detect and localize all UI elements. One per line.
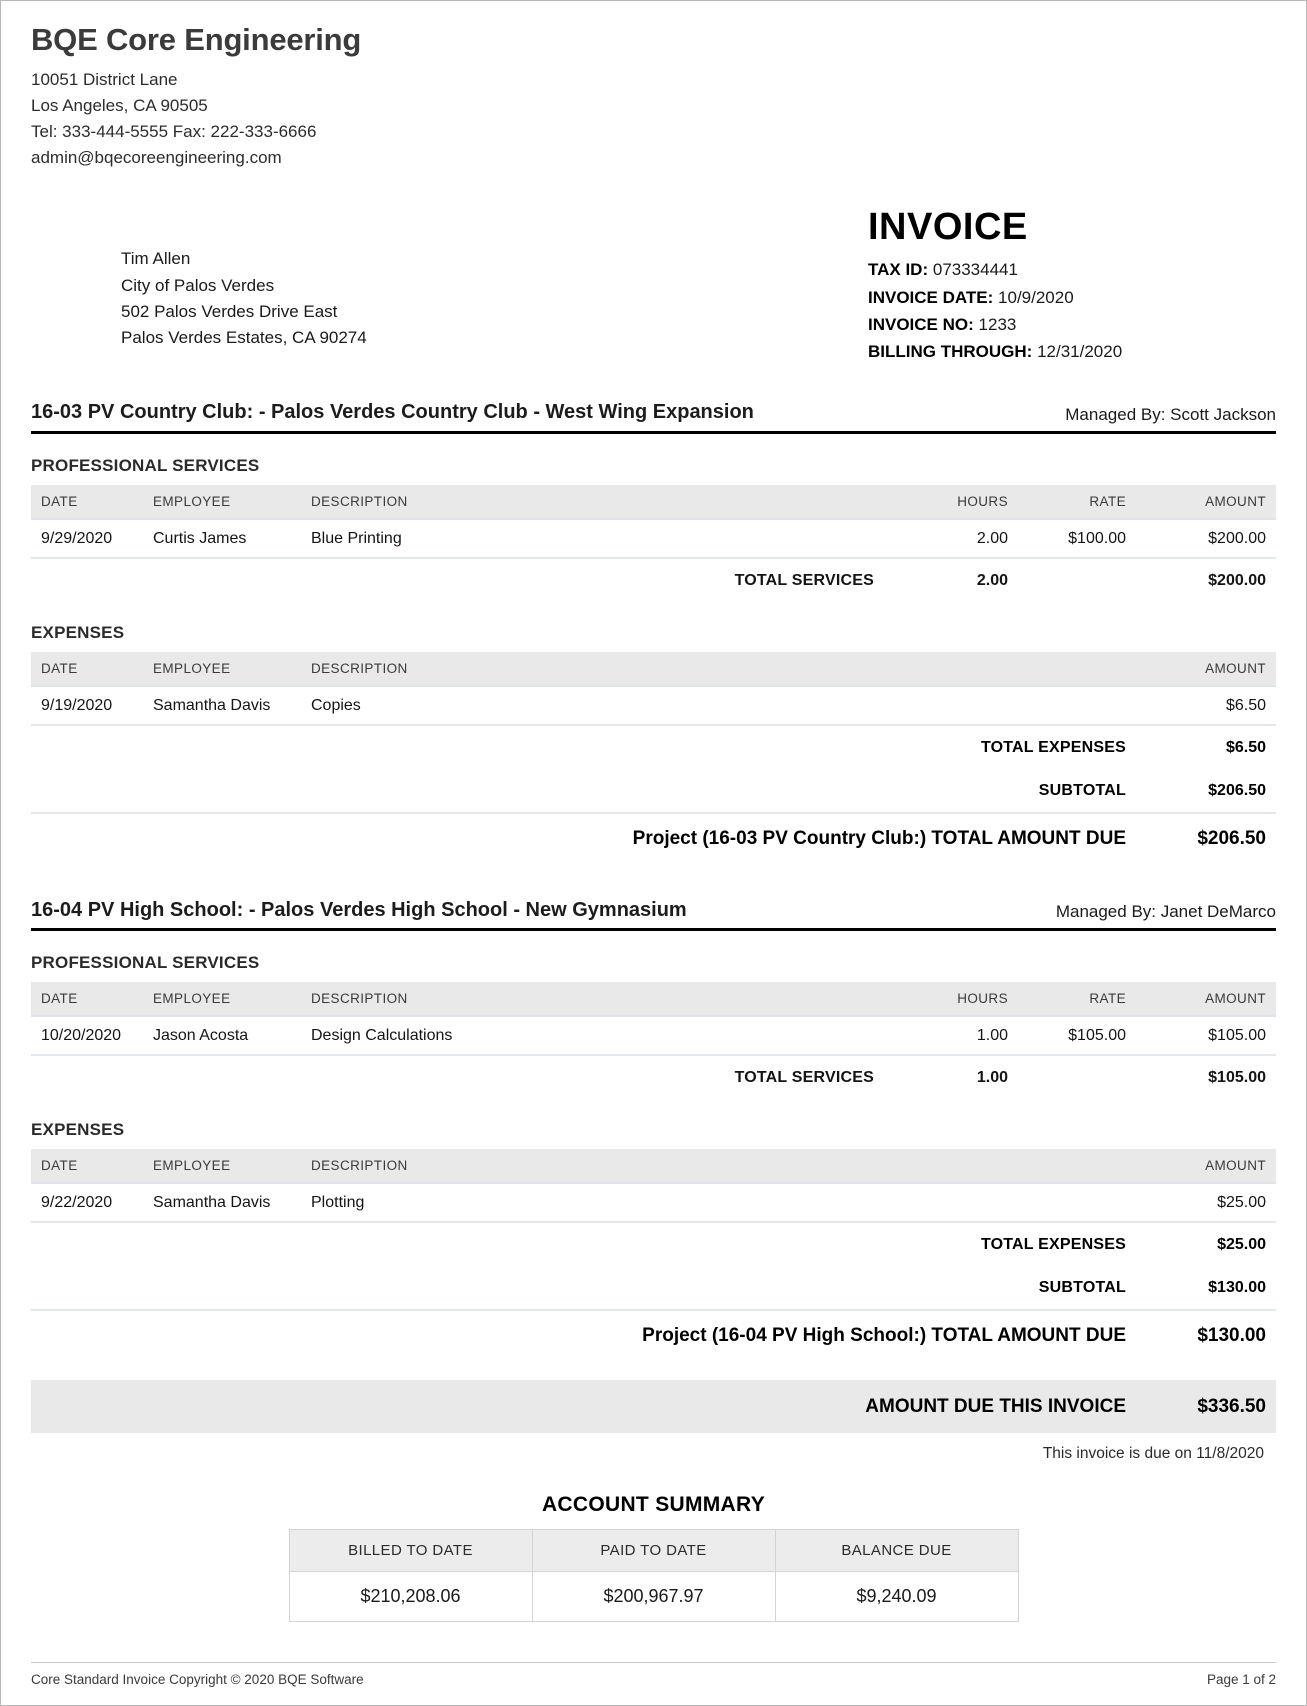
cell-employee: Samantha Davis bbox=[153, 1183, 311, 1222]
professional-services-label: PROFESSIONAL SERVICES bbox=[31, 455, 260, 475]
invoice-number-value: 1233 bbox=[978, 314, 1017, 334]
table-row bbox=[31, 1016, 1276, 1055]
expenses-table bbox=[31, 652, 1276, 726]
invoice-meta-section bbox=[31, 208, 1276, 365]
billing-through-value: 12/31/2020 bbox=[1037, 341, 1123, 361]
footer-copyright: Core Standard Invoice Copyright © 2020 BQE Software bbox=[31, 1672, 364, 1687]
column-header-amount: AMOUNT bbox=[1126, 982, 1276, 1016]
cell-amount: $6.50 bbox=[1126, 686, 1276, 725]
table-row bbox=[31, 686, 1276, 725]
company-address-line2: Los Angeles, CA 90505 bbox=[31, 95, 208, 115]
project-title: 16-03 PV Country Club: - Palos Verdes Country Club - West Wing Expansion bbox=[31, 401, 754, 424]
column-header-balance-due: BALANCE DUE bbox=[775, 1529, 1018, 1571]
column-header-billed-to-date: BILLED TO DATE bbox=[289, 1529, 532, 1571]
total-expenses-amount: $6.50 bbox=[1225, 738, 1266, 756]
column-header-description: DESCRIPTION bbox=[311, 982, 890, 1016]
table-row bbox=[289, 1571, 1018, 1621]
cell-paid-to-date: $200,967.97 bbox=[532, 1571, 775, 1621]
column-header-paid-to-date: PAID TO DATE bbox=[532, 1529, 775, 1571]
bill-to-organization: City of Palos Verdes bbox=[121, 275, 275, 295]
expenses-label: EXPENSES bbox=[31, 622, 125, 642]
total-services-amount: $105.00 bbox=[1208, 1068, 1266, 1086]
project-total-label: Project (16-03 PV Country Club:) TOTAL AMOUNT DUE bbox=[632, 827, 1126, 849]
cell-employee: Jason Acosta bbox=[153, 1016, 311, 1055]
column-header-amount: AMOUNT bbox=[1126, 485, 1276, 519]
project-title: 16-04 PV High School: - Palos Verdes High School - New Gymnasium bbox=[31, 898, 687, 921]
subtotal-row bbox=[31, 769, 1276, 812]
project-managed-by: Managed By: Janet DeMarco bbox=[1055, 901, 1276, 921]
cell-description: Design Calculations bbox=[311, 1016, 890, 1055]
total-expenses-row bbox=[31, 726, 1276, 769]
project-managed-by: Managed By: Scott Jackson bbox=[1065, 404, 1276, 424]
invoice-date-label: INVOICE DATE: bbox=[868, 287, 994, 307]
total-expenses-label: TOTAL EXPENSES bbox=[980, 1235, 1126, 1253]
column-header-description: DESCRIPTION bbox=[311, 485, 890, 519]
column-header-rate: RATE bbox=[1008, 982, 1126, 1016]
column-header-employee: EMPLOYEE bbox=[153, 485, 311, 519]
cell-amount: $200.00 bbox=[1126, 519, 1276, 558]
total-services-row bbox=[31, 1055, 1276, 1098]
subtotal-amount: $206.50 bbox=[1208, 781, 1266, 799]
total-services-rate-spacer bbox=[1008, 1055, 1126, 1098]
subtotal-row bbox=[31, 1266, 1276, 1309]
table-header-row bbox=[31, 982, 1276, 1016]
cell-date: 9/29/2020 bbox=[31, 519, 153, 558]
billing-through-row bbox=[868, 338, 1268, 365]
tax-id-value: 073334441 bbox=[932, 260, 1018, 280]
total-services-rate-spacer bbox=[1008, 558, 1126, 601]
company-phone-fax: Tel: 333-444-5555 Fax: 222-333-6666 bbox=[31, 121, 317, 141]
cell-rate: $100.00 bbox=[1008, 519, 1126, 558]
expenses-label: EXPENSES bbox=[31, 1119, 125, 1139]
invoice-number-row bbox=[868, 311, 1268, 338]
professional-services-table bbox=[31, 982, 1276, 1098]
column-header-employee: EMPLOYEE bbox=[153, 652, 311, 686]
bill-to-contact: Tim Allen bbox=[121, 249, 191, 269]
amount-due-label: AMOUNT DUE THIS INVOICE bbox=[865, 1395, 1126, 1417]
expenses-table bbox=[31, 1149, 1276, 1223]
due-date-note: This invoice is due on 11/8/2020 bbox=[1042, 1444, 1264, 1462]
table-header-row bbox=[31, 1149, 1276, 1183]
total-expenses-label: TOTAL EXPENSES bbox=[980, 738, 1126, 756]
column-header-description: DESCRIPTION bbox=[311, 652, 1126, 686]
total-expenses-row bbox=[31, 1223, 1276, 1266]
cell-balance-due: $9,240.09 bbox=[775, 1571, 1018, 1621]
cell-date: 9/19/2020 bbox=[31, 686, 153, 725]
project-total-amount: $130.00 bbox=[1197, 1324, 1266, 1346]
bill-to-city-state-zip: Palos Verdes Estates, CA 90274 bbox=[121, 328, 367, 348]
amount-due-banner bbox=[31, 1380, 1276, 1433]
column-header-rate: RATE bbox=[1008, 485, 1126, 519]
column-header-date: DATE bbox=[31, 652, 153, 686]
professional-services-label: PROFESSIONAL SERVICES bbox=[31, 952, 260, 972]
professional-services-table bbox=[31, 485, 1276, 601]
company-address-line1: 10051 District Lane bbox=[31, 70, 178, 90]
cell-amount: $25.00 bbox=[1126, 1183, 1276, 1222]
cell-date: 9/22/2020 bbox=[31, 1183, 153, 1222]
company-email: admin@bqecoreengineering.com bbox=[31, 147, 282, 167]
column-header-hours: HOURS bbox=[890, 982, 1008, 1016]
table-header-row bbox=[31, 652, 1276, 686]
total-services-amount: $200.00 bbox=[1208, 571, 1266, 589]
total-services-row bbox=[31, 558, 1276, 601]
cell-hours: 1.00 bbox=[890, 1016, 1008, 1055]
total-services-label: TOTAL SERVICES bbox=[734, 1068, 874, 1086]
subtotal-amount: $130.00 bbox=[1208, 1278, 1266, 1296]
amount-due-value: $336.50 bbox=[1197, 1395, 1266, 1417]
cell-employee: Curtis James bbox=[153, 519, 311, 558]
account-summary-section bbox=[31, 1493, 1276, 1622]
cell-description: Plotting bbox=[311, 1183, 1126, 1222]
invoice-date-row bbox=[868, 284, 1268, 311]
total-services-hours: 1.00 bbox=[976, 1068, 1008, 1086]
project-block bbox=[31, 897, 1276, 1360]
project-header bbox=[31, 399, 1276, 433]
billing-through-label: BILLING THROUGH: bbox=[868, 341, 1033, 361]
subtotal-label: SUBTOTAL bbox=[1038, 781, 1126, 799]
account-summary-title: ACCOUNT SUMMARY bbox=[541, 1492, 766, 1516]
total-services-hours: 2.00 bbox=[976, 571, 1008, 589]
table-row bbox=[31, 1183, 1276, 1222]
bill-to-block bbox=[31, 208, 367, 351]
invoice-heading: INVOICE bbox=[868, 206, 1028, 249]
project-total-row bbox=[31, 1309, 1276, 1360]
cell-date: 10/20/2020 bbox=[31, 1016, 153, 1055]
project-header bbox=[31, 897, 1276, 931]
footer-page-number: Page 1 of 2 bbox=[1206, 1672, 1276, 1687]
table-header-row bbox=[31, 485, 1276, 519]
page-footer bbox=[31, 1662, 1276, 1687]
cell-rate: $105.00 bbox=[1008, 1016, 1126, 1055]
tax-id-label: TAX ID: bbox=[868, 260, 929, 280]
invoice-date-value: 10/9/2020 bbox=[998, 287, 1074, 307]
column-header-description: DESCRIPTION bbox=[311, 1149, 1126, 1183]
cell-employee: Samantha Davis bbox=[153, 686, 311, 725]
subtotal-label: SUBTOTAL bbox=[1038, 1278, 1126, 1296]
cell-description: Blue Printing bbox=[311, 519, 890, 558]
account-summary-table bbox=[289, 1529, 1019, 1622]
column-header-employee: EMPLOYEE bbox=[153, 982, 311, 1016]
total-expenses-amount: $25.00 bbox=[1217, 1235, 1266, 1253]
table-header-row bbox=[289, 1529, 1018, 1571]
cell-description: Copies bbox=[311, 686, 1126, 725]
project-total-row bbox=[31, 812, 1276, 863]
company-name: BQE Core Engineering bbox=[31, 22, 362, 57]
total-services-label: TOTAL SERVICES bbox=[734, 571, 874, 589]
column-header-date: DATE bbox=[31, 485, 153, 519]
column-header-amount: AMOUNT bbox=[1126, 1149, 1276, 1183]
project-block bbox=[31, 399, 1276, 862]
column-header-date: DATE bbox=[31, 1149, 153, 1183]
invoice-details-block bbox=[868, 208, 1276, 365]
project-total-label: Project (16-04 PV High School:) TOTAL AMOUNT DUE bbox=[642, 1324, 1126, 1346]
cell-amount: $105.00 bbox=[1126, 1016, 1276, 1055]
column-header-amount: AMOUNT bbox=[1126, 652, 1276, 686]
company-header bbox=[31, 23, 1276, 170]
cell-hours: 2.00 bbox=[890, 519, 1008, 558]
invoice-number-label: INVOICE NO: bbox=[868, 314, 974, 334]
column-header-date: DATE bbox=[31, 982, 153, 1016]
project-total-amount: $206.50 bbox=[1197, 827, 1266, 849]
invoice-tax-id-row bbox=[868, 256, 1268, 283]
table-row bbox=[31, 519, 1276, 558]
bill-to-street: 502 Palos Verdes Drive East bbox=[121, 302, 338, 322]
column-header-employee: EMPLOYEE bbox=[153, 1149, 311, 1183]
cell-billed-to-date: $210,208.06 bbox=[289, 1571, 532, 1621]
column-header-hours: HOURS bbox=[890, 485, 1008, 519]
